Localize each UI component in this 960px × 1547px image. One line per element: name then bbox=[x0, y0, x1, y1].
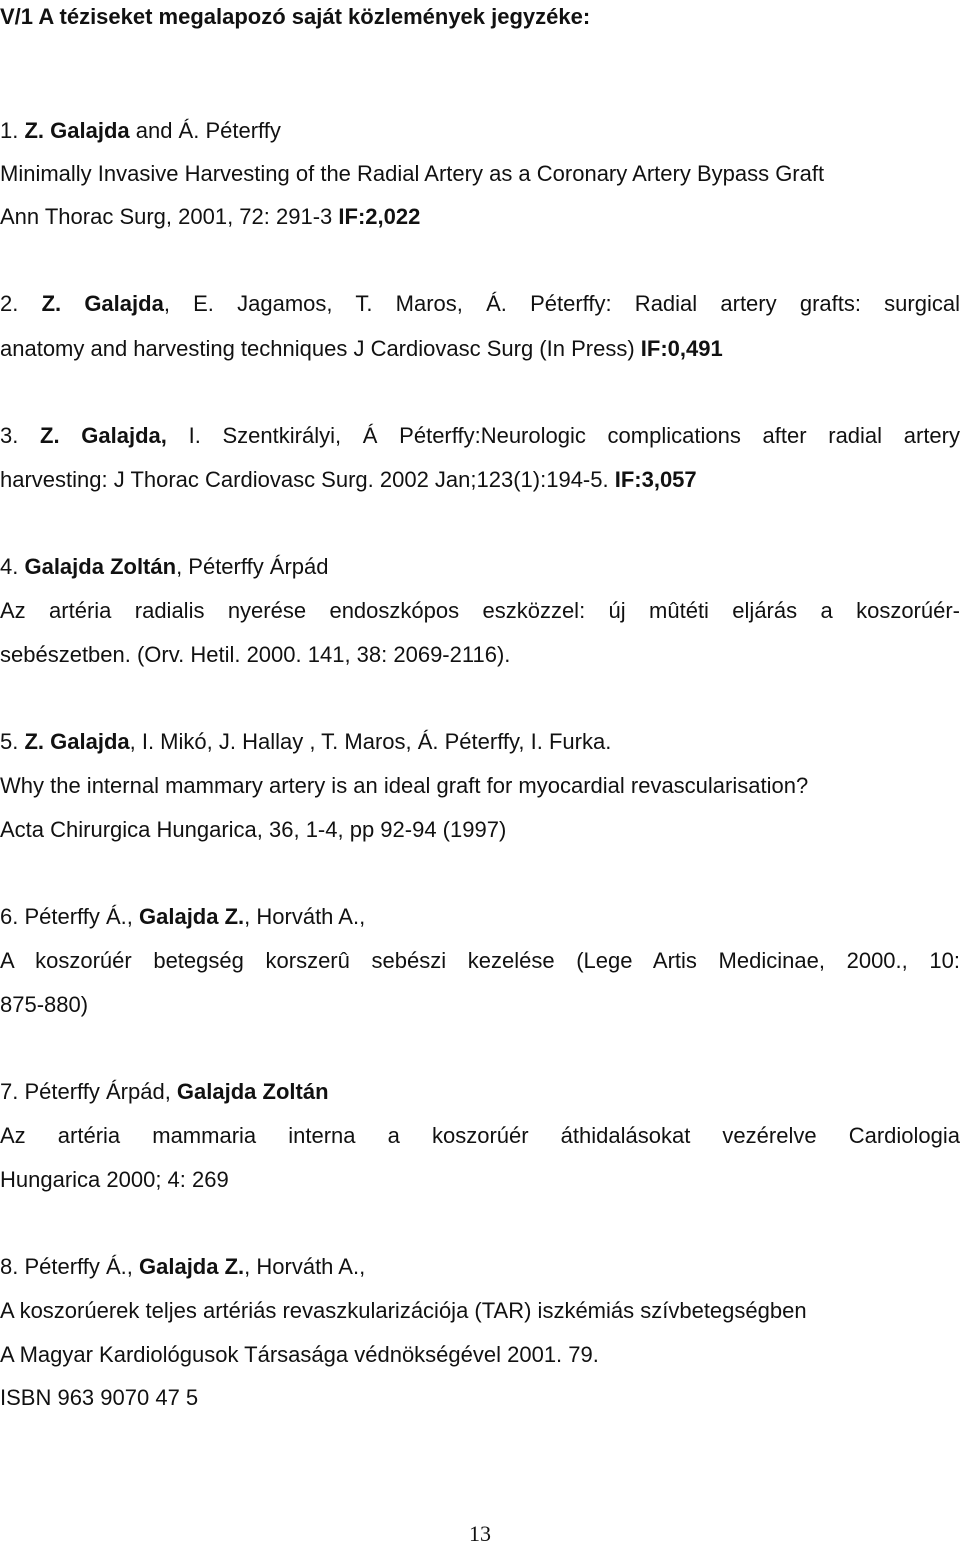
pub6-title-line: A koszorúér betegség korszerû sebészi kezelése (Lege Artis Medicinae, 2000., 10: bbox=[0, 948, 960, 973]
pub6-number-author: 6. Péterffy Á., bbox=[0, 904, 139, 929]
pub8-number-author: 8. Péterffy Á., bbox=[0, 1254, 139, 1279]
pub5-author-bold: Z. Galajda bbox=[24, 729, 130, 754]
pub3-line1-rest: I. Szentkirályi, Á Péterffy:Neurologic complications after radial artery bbox=[166, 423, 960, 448]
pub8-isbn-line: ISBN 963 9070 47 5 bbox=[0, 1385, 199, 1410]
pub2-number: 2. bbox=[0, 291, 42, 316]
pub1-authors-rest: and Á. Péterffy bbox=[129, 118, 281, 143]
pub5-authors-line bbox=[0, 727, 960, 757]
pub8-authors-line bbox=[0, 1252, 960, 1282]
pub6-authors-rest: , Horváth A., bbox=[244, 904, 366, 929]
pub3-number: 3. bbox=[0, 423, 41, 448]
pub4-number: 4. bbox=[0, 554, 25, 579]
pub4-authors-line bbox=[0, 552, 960, 582]
pub8-author-bold: Galajda Z. bbox=[139, 1254, 245, 1279]
pub7-title-line: Az artéria mammaria interna a koszorúér áthidalásokat vezérelve Cardiologia bbox=[0, 1123, 960, 1148]
pub4-journal-line: sebészetben. (Orv. Hetil. 2000. 141, 38: 2069-2116). bbox=[0, 642, 511, 667]
pub2-journal: anatomy and harvesting techniques J Cardiovasc Surg (In Press) bbox=[0, 336, 641, 361]
pub7-number-author: 7. Péterffy Árpád, bbox=[0, 1079, 177, 1104]
pub8-title-line: A koszorúerek teljes artériás revaszkularizációja (TAR) iszkémiás szívbetegségben bbox=[0, 1298, 807, 1323]
pub6-author-bold: Galajda Z. bbox=[139, 904, 245, 929]
pub1-title: Minimally Invasive Harvesting of the Radial Artery as a Coronary Artery Bypass Graft bbox=[0, 161, 825, 186]
pub8-authors-rest: , Horváth A., bbox=[244, 1254, 366, 1279]
pub3-author-bold: Z. Galajda, bbox=[40, 423, 167, 448]
pub5-title: Why the internal mammary artery is an ideal graft for myocardial revascularisation? bbox=[0, 773, 809, 798]
pub1-impact-factor: IF:2,022 bbox=[338, 204, 421, 229]
pub6-pages-line: 875-880) bbox=[0, 992, 89, 1017]
pub5-journal: Acta Chirurgica Hungarica, 36, 1-4, pp 92-94 (1997) bbox=[0, 817, 507, 842]
pub2-author-bold: Z. Galajda bbox=[41, 291, 164, 316]
pub7-author-bold: Galajda Zoltán bbox=[176, 1079, 329, 1104]
pub3-line2 bbox=[0, 465, 960, 495]
pub1-journal: Ann Thorac Surg, 2001, 72: 291-3 bbox=[0, 204, 339, 229]
pub1-authors-line bbox=[0, 116, 960, 146]
pub3-impact-factor: IF:3,057 bbox=[614, 467, 697, 492]
pub1-number: 1. bbox=[0, 118, 25, 143]
pub7-authors-line bbox=[0, 1077, 960, 1107]
pub6-authors-line bbox=[0, 902, 960, 932]
pub2-line1 bbox=[0, 289, 960, 319]
pub1-author-bold: Z. Galajda bbox=[24, 118, 130, 143]
pub4-title-line: Az artéria radialis nyerése endoszkópos eszközzel: új mûtéti eljárás a koszorúér- bbox=[0, 598, 960, 623]
pub2-line2 bbox=[0, 334, 960, 364]
pub5-number: 5. bbox=[0, 729, 25, 754]
page-heading: V/1 A téziseket megalapozó saját közlemények jegyzéke: bbox=[0, 4, 591, 29]
pub1-journal-line bbox=[0, 202, 960, 232]
pub8-publisher-line: A Magyar Kardiológusok Társasága védnökségével 2001. 79. bbox=[0, 1342, 599, 1367]
pub5-authors-rest: , I. Mikó, J. Hallay , T. Maros, Á. Péterffy, I. Furka. bbox=[129, 729, 612, 754]
pub3-line1 bbox=[0, 421, 960, 451]
page-number: 13 bbox=[469, 1521, 491, 1546]
pub4-author-bold: Galajda Zoltán bbox=[24, 554, 177, 579]
pub4-authors-rest: , Péterffy Árpád bbox=[176, 554, 329, 579]
pub2-line1-rest: , E. Jagamos, T. Maros, Á. Péterffy: Radial artery grafts: surgical bbox=[163, 291, 960, 316]
pub3-journal: harvesting: J Thorac Cardiovasc Surg. 2002 Jan;123(1):194-5. bbox=[0, 467, 615, 492]
pub2-impact-factor: IF:0,491 bbox=[640, 336, 723, 361]
pub7-journal-line: Hungarica 2000; 4: 269 bbox=[0, 1167, 229, 1192]
